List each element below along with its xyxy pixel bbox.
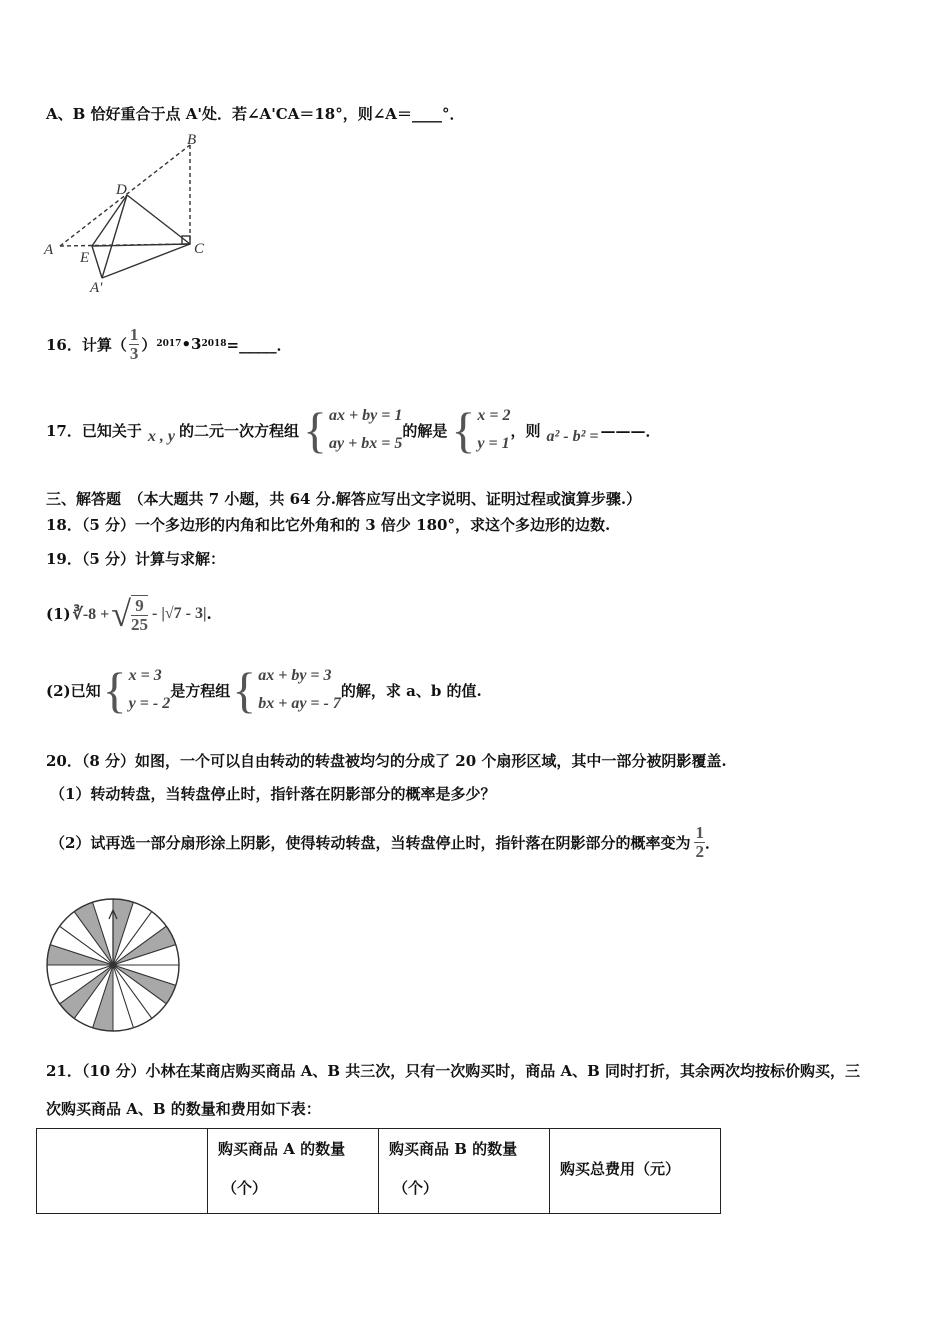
q17-mid2: 的解是 xyxy=(402,421,448,440)
q19-text: 19．（5 分）计算与求解： xyxy=(46,550,226,568)
q21-line1: 21．（10 分）小林在某商店购买商品 A、B 共三次，只有一次购买时，商品 A、B 同时打折，其余两次均按标价购买，三 xyxy=(46,1062,860,1080)
q17-line: 17．已知关于 x , y 的二元一次方程组 { ax + by = 1 ay + bx = 5 的解是 { x = 2 y = 1 ，则 a² - b² = ———． xyxy=(46,402,661,458)
table-header-cell: 购买总费用（元） xyxy=(550,1129,721,1214)
q19-p1-cbrt: ∛-8 + xyxy=(72,606,110,623)
q19-p2-mid: 是方程组 xyxy=(170,681,231,700)
table-header-cell xyxy=(37,1129,208,1214)
q19-p1-abs: - |√7 - 3| xyxy=(152,605,207,622)
q16-exp2: 2018 xyxy=(201,339,227,349)
q16-suffix: =_____． xyxy=(226,335,292,354)
q19-p1-label: (1) xyxy=(46,605,71,623)
q17-system: ax + by = 1 ay + bx = 5 xyxy=(329,407,403,452)
q17-mid: 的二元一次方程组 xyxy=(178,421,299,440)
table-header-row xyxy=(37,1129,721,1214)
q15-text: A、B 恰好重合于点 A'处．若∠A'CA＝18°，则∠A＝____°． xyxy=(46,105,465,123)
q16-dot: •3 xyxy=(181,335,202,353)
label-a-prime: A' xyxy=(90,280,103,296)
q17-suffix: ———． xyxy=(600,421,661,440)
section-3-title: 三、解答题 （本大题共 7 小题，共 64 分.解答应写出文字说明、证明过程或演算步骤.） xyxy=(46,490,642,508)
q18-text: 18．（5 分）一个多边形的内角和比它外角和的 3 倍少 180°，求这个多边形的边数. xyxy=(46,516,611,534)
q16-mid: ） xyxy=(141,335,157,354)
q19-p1-end: . xyxy=(206,605,212,623)
q16-exp1: 2017 xyxy=(156,339,182,349)
label-e: E xyxy=(80,250,90,266)
label-c: C xyxy=(194,241,205,257)
q17-vars: x , y xyxy=(147,428,175,445)
table-header-cell: 购买商品 A 的数量 （个） xyxy=(208,1129,379,1214)
q20-part1: （1）转动转盘，当转盘停止时，指针落在阴影部分的概率是多少？ xyxy=(50,785,496,803)
q20-fraction: $\frac{1}{2}$ xyxy=(695,822,704,861)
q17-expr: a² - b² = xyxy=(546,428,599,445)
q19-p2-end: 的解，求 a、b 的值. xyxy=(340,681,482,700)
label-d: D xyxy=(116,182,127,198)
spinner-wheel xyxy=(40,892,186,1038)
q20-text: 20．（8 分）如图，一个可以自由转动的转盘被均匀的分成了 20 个扇形区域，其中一部分被阴影覆盖. xyxy=(46,752,727,770)
q19-part2: (2)已知 { x = 3 y = - 2 是方程组 { ax + by = 3 bx + ay = - 7 的解，求 a、b 的值. xyxy=(46,662,482,718)
q19-part1: (1) ∛-8 + √ $\frac{9}{25}$ - |√7 - 3| . xyxy=(46,594,212,634)
q17-mid3: ，则 xyxy=(510,421,541,440)
q21-line2: 次购买商品 A、B 的数量和费用如下表： xyxy=(46,1100,321,1118)
table-header-cell: 购买商品 B 的数量 （个） xyxy=(379,1129,550,1214)
q20-part2: （2）试再选一部分扇形涂上阴影，使得转动转盘，当转盘停止时，指针落在阴影部分的概率变为 $\frac{1}{2}$ ． xyxy=(50,822,720,861)
q17-solution: x = 2 y = 1 xyxy=(477,407,511,452)
q16-fraction: $\frac{1}{3}$ xyxy=(129,324,139,363)
q16-prefix: 16．计算（ xyxy=(46,335,127,354)
q17-prefix: 17．已知关于 xyxy=(46,421,142,440)
q19-p2-label: (2)已知 xyxy=(46,681,101,700)
triangle-fold-figure xyxy=(40,128,220,298)
q19-p2-system: ax + by = 3 bx + ay = - 7 xyxy=(258,667,341,712)
q19-p1-fraction: $\frac{9}{25}$ xyxy=(131,595,149,634)
q16-line xyxy=(46,320,292,368)
q19-p2-given: x = 3 y = - 2 xyxy=(128,667,171,712)
purchase-table xyxy=(36,1128,721,1214)
label-b: B xyxy=(187,132,197,148)
label-a: A xyxy=(44,242,54,258)
